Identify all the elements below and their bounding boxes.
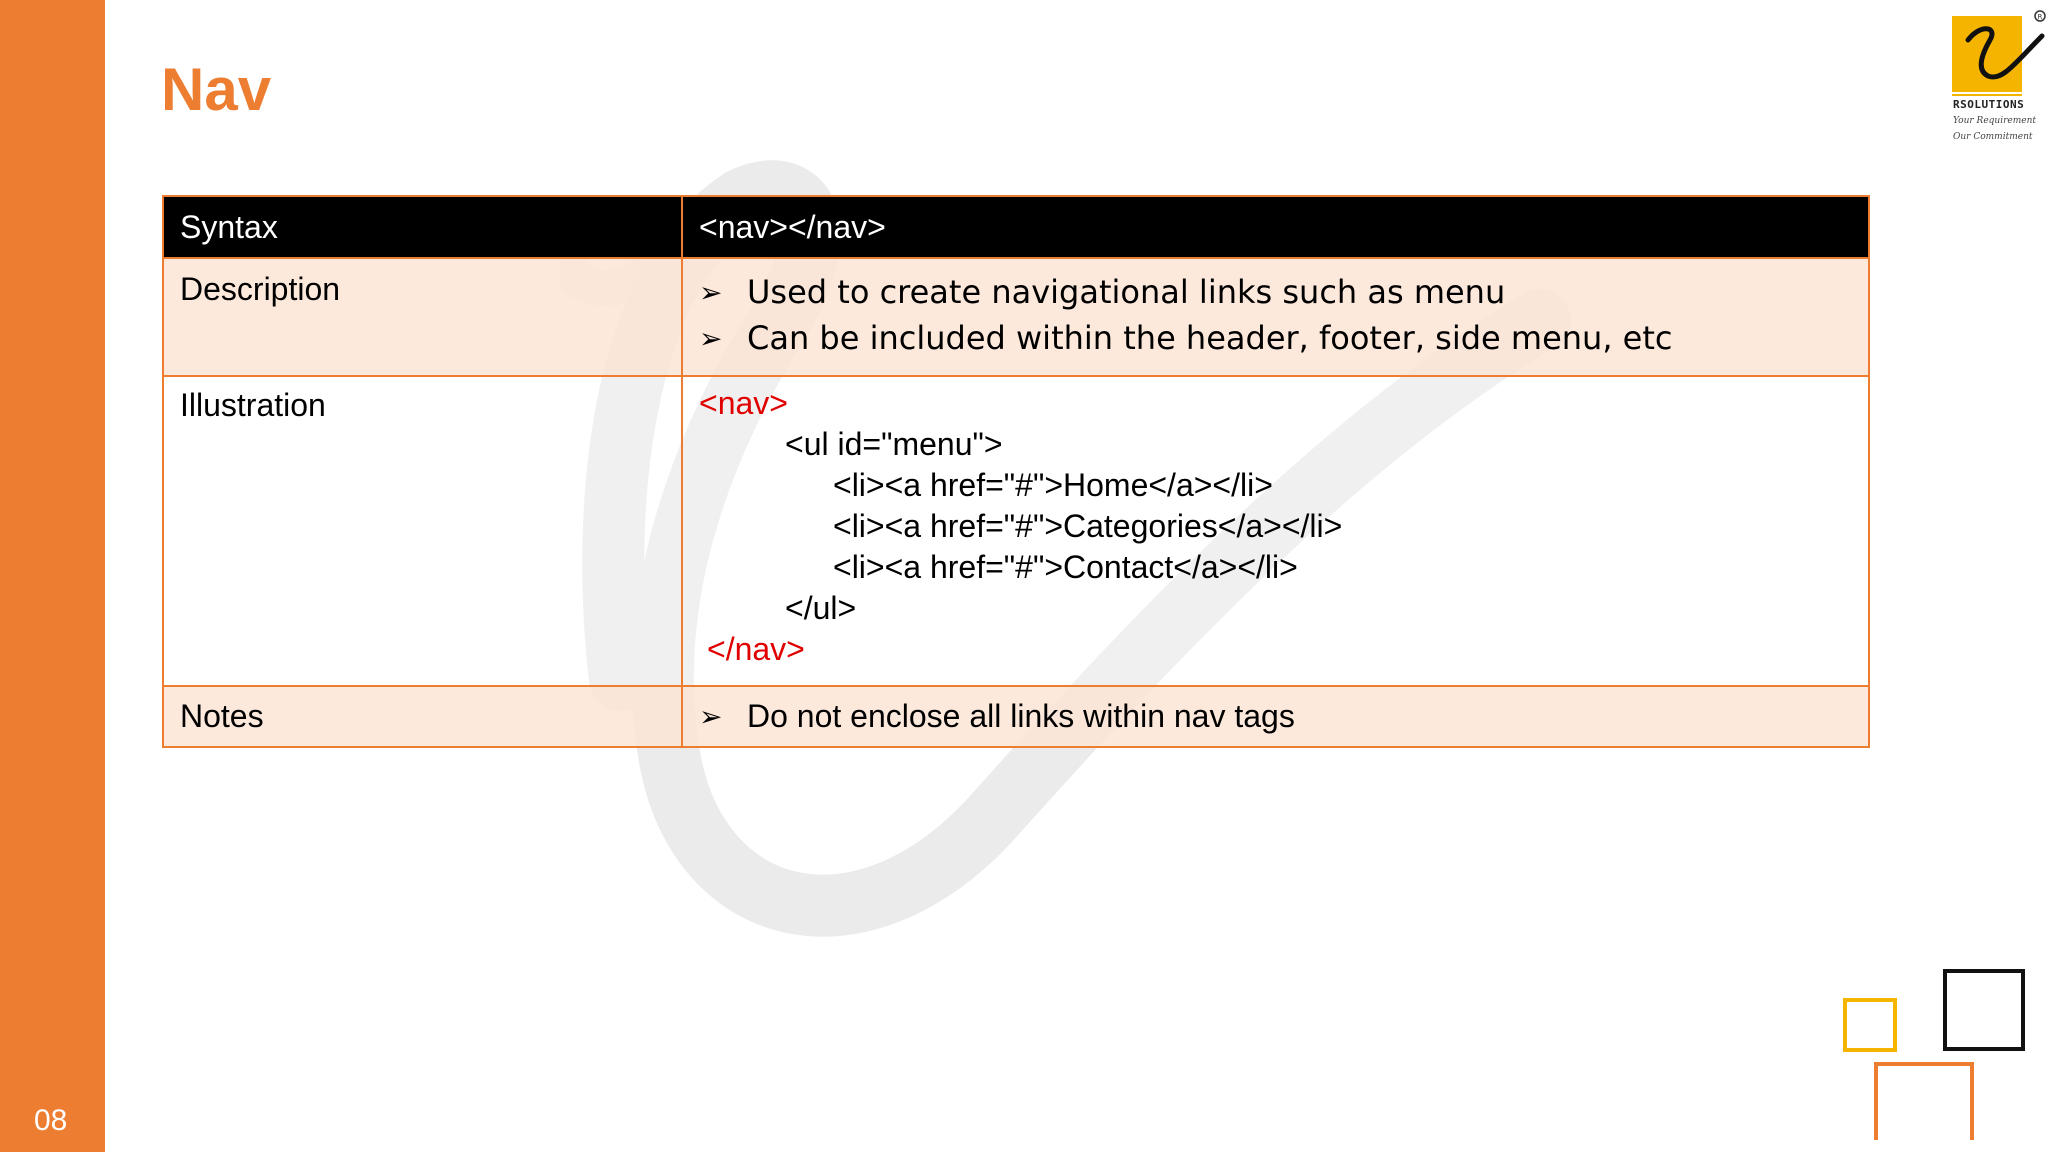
illustration-value bbox=[682, 376, 1869, 686]
table-row-syntax bbox=[163, 196, 1869, 258]
code-line: <nav> bbox=[699, 385, 788, 421]
illustration-label: Illustration bbox=[163, 376, 682, 686]
page-number: 08 bbox=[34, 1104, 68, 1137]
notes-value bbox=[682, 686, 1869, 747]
decorative-squares-icon bbox=[1830, 960, 2040, 1140]
table-row-illustration bbox=[163, 376, 1869, 686]
notes-label: Notes bbox=[163, 686, 682, 747]
code-line: <li><a href="#">Categories</a></li> bbox=[833, 508, 1343, 544]
company-logo bbox=[1950, 8, 2046, 148]
list-item bbox=[699, 315, 1852, 361]
description-bullet-text: Used to create navigational links such as menu bbox=[747, 273, 1506, 311]
syntax-label: Syntax bbox=[163, 196, 682, 258]
sidebar-accent-bar bbox=[0, 0, 105, 1152]
table-row-notes bbox=[163, 686, 1869, 747]
description-label: Description bbox=[163, 258, 682, 376]
code-line: </ul> bbox=[785, 590, 857, 626]
logo-tagline-2: Our Commitment bbox=[1953, 132, 2033, 142]
arrowhead-bullet-icon: ➢ bbox=[699, 275, 723, 309]
code-line: <ul id="menu"> bbox=[785, 426, 1003, 462]
code-example bbox=[699, 377, 1852, 673]
code-line: </nav> bbox=[707, 631, 805, 667]
description-bullet-text: Can be included within the header, footer, side menu, etc bbox=[747, 319, 1673, 357]
svg-text:R: R bbox=[2037, 13, 2043, 21]
list-item bbox=[699, 698, 1852, 735]
arrowhead-bullet-icon: ➢ bbox=[699, 700, 723, 733]
description-value bbox=[682, 258, 1869, 376]
logo-name: RSOLUTIONS bbox=[1953, 98, 2025, 111]
nav-info-table bbox=[162, 195, 1870, 748]
description-bullet-list bbox=[699, 259, 1852, 361]
code-line: <li><a href="#">Contact</a></li> bbox=[833, 549, 1298, 585]
rsolutions-logo-icon bbox=[1950, 10, 2046, 96]
syntax-value: <nav></nav> bbox=[682, 196, 1869, 258]
page-title: Nav bbox=[161, 56, 272, 123]
arrowhead-bullet-icon: ➢ bbox=[699, 321, 723, 355]
logo-tagline-1: Your Requirement bbox=[1953, 116, 2036, 126]
code-line: <li><a href="#">Home</a></li> bbox=[833, 467, 1273, 503]
list-item bbox=[699, 269, 1852, 315]
table-row-description bbox=[163, 258, 1869, 376]
notes-bullet-text: Do not enclose all links within nav tags bbox=[747, 698, 1295, 734]
